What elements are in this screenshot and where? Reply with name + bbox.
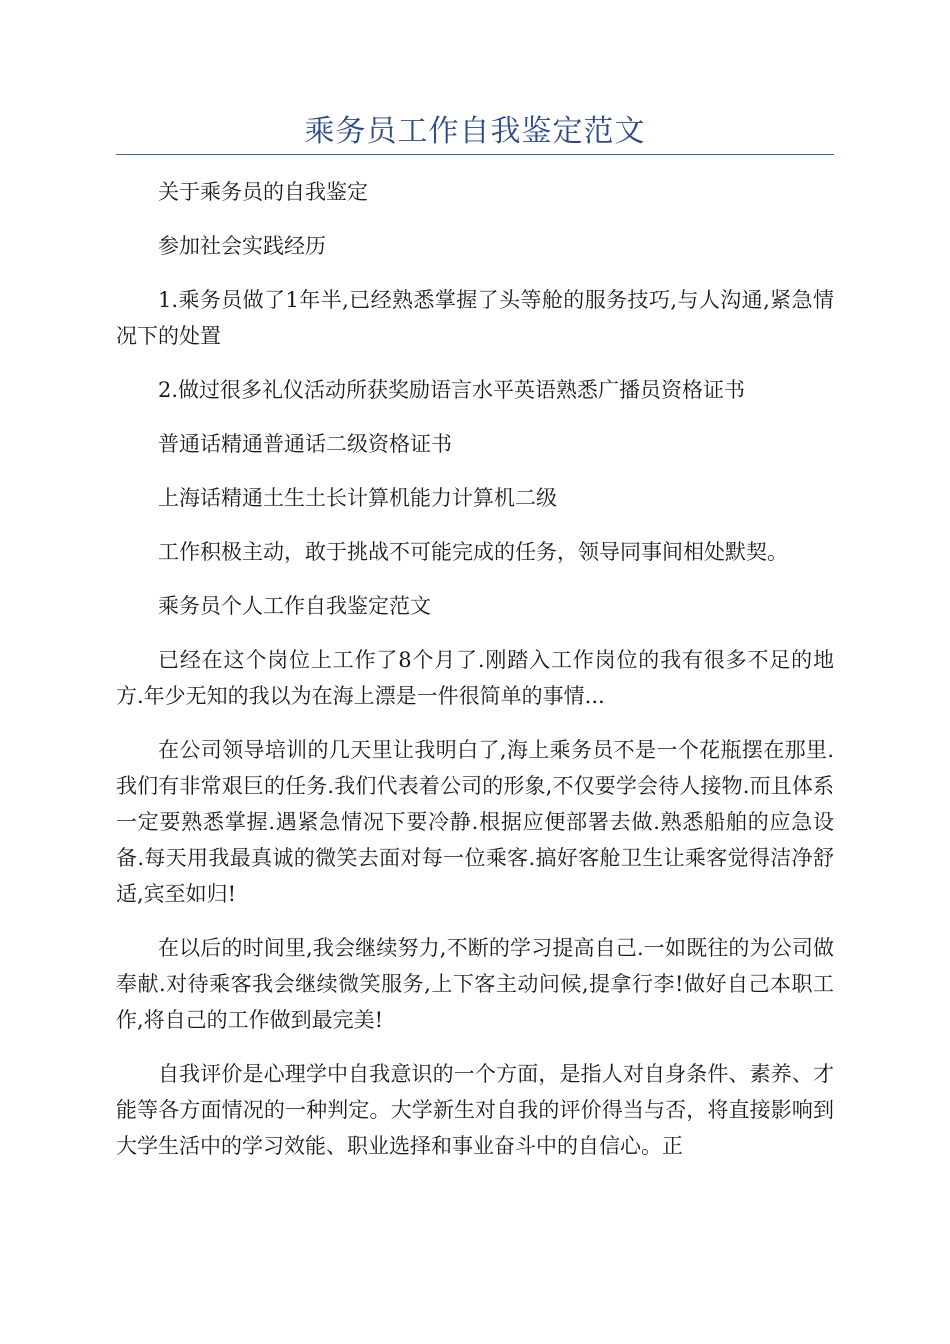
- document-body: [116, 174, 834, 1182]
- document-title: 乘务员工作自我鉴定范文: [304, 114, 646, 149]
- paragraph-mandarin-cert: 普通话精通普通话二级资格证书: [158, 432, 452, 456]
- paragraph-social-practice: 参加社会实践经历: [158, 234, 326, 258]
- title-underline: [116, 154, 834, 155]
- paragraph-self-evaluation: 自我评价是心理学中自我意识的一个方面，是指人对自身条件、素养、才能等各方面情况的一种判定。大学新生对自我的评价得当与否，将直接影响到大学生活中的学习效能、职业选择和事业奋斗中的自信心。正: [116, 1062, 834, 1158]
- paragraph-work-attitude: 工作积极主动，敢于挑战不可能完成的任务，领导同事间相处默契。: [158, 540, 788, 564]
- paragraph-item-1: 1.乘务员做了1年半,已经熟悉掌握了头等舱的服务技巧,与人沟通,紧急情况下的处置: [116, 288, 834, 348]
- paragraph-training: 在公司领导培训的几天里让我明白了,海上乘务员不是一个花瓶摆在那里.我们有非常艰巨的任务.我们代表着公司的形象,不仅要学会待人接物.而且体系一定要熟悉掌握.遇紧急情况下要冷静.根据应便部署去做.熟悉船舶的应急设备.每天用我最真诚的微笑去面对每一位乘客.搞好客舱卫生让乘客觉得洁净舒适,宾至如归!: [116, 738, 834, 906]
- paragraph-eight-months: 已经在这个岗位上工作了8个月了.刚踏入工作岗位的我有很多不足的地方.年少无知的我以为在海上漂是一件很简单的事情...: [116, 648, 834, 708]
- paragraph-item-2: 2.做过很多礼仪活动所获奖励语言水平英语熟悉广播员资格证书: [158, 378, 746, 402]
- paragraph-section-heading: 乘务员个人工作自我鉴定范文: [158, 594, 431, 618]
- paragraph-future: 在以后的时间里,我会继续努力,不断的学习提高自己.一如既往的为公司做奉献.对待乘客我会继续微笑服务,上下客主动问候,提拿行李!做好自己本职工作,将自己的工作做到最完美!: [116, 936, 834, 1032]
- paragraph-shanghainese-computer: 上海话精通土生土长计算机能力计算机二级: [158, 486, 557, 510]
- paragraph-heading-self-appraisal: 关于乘务员的自我鉴定: [158, 180, 368, 204]
